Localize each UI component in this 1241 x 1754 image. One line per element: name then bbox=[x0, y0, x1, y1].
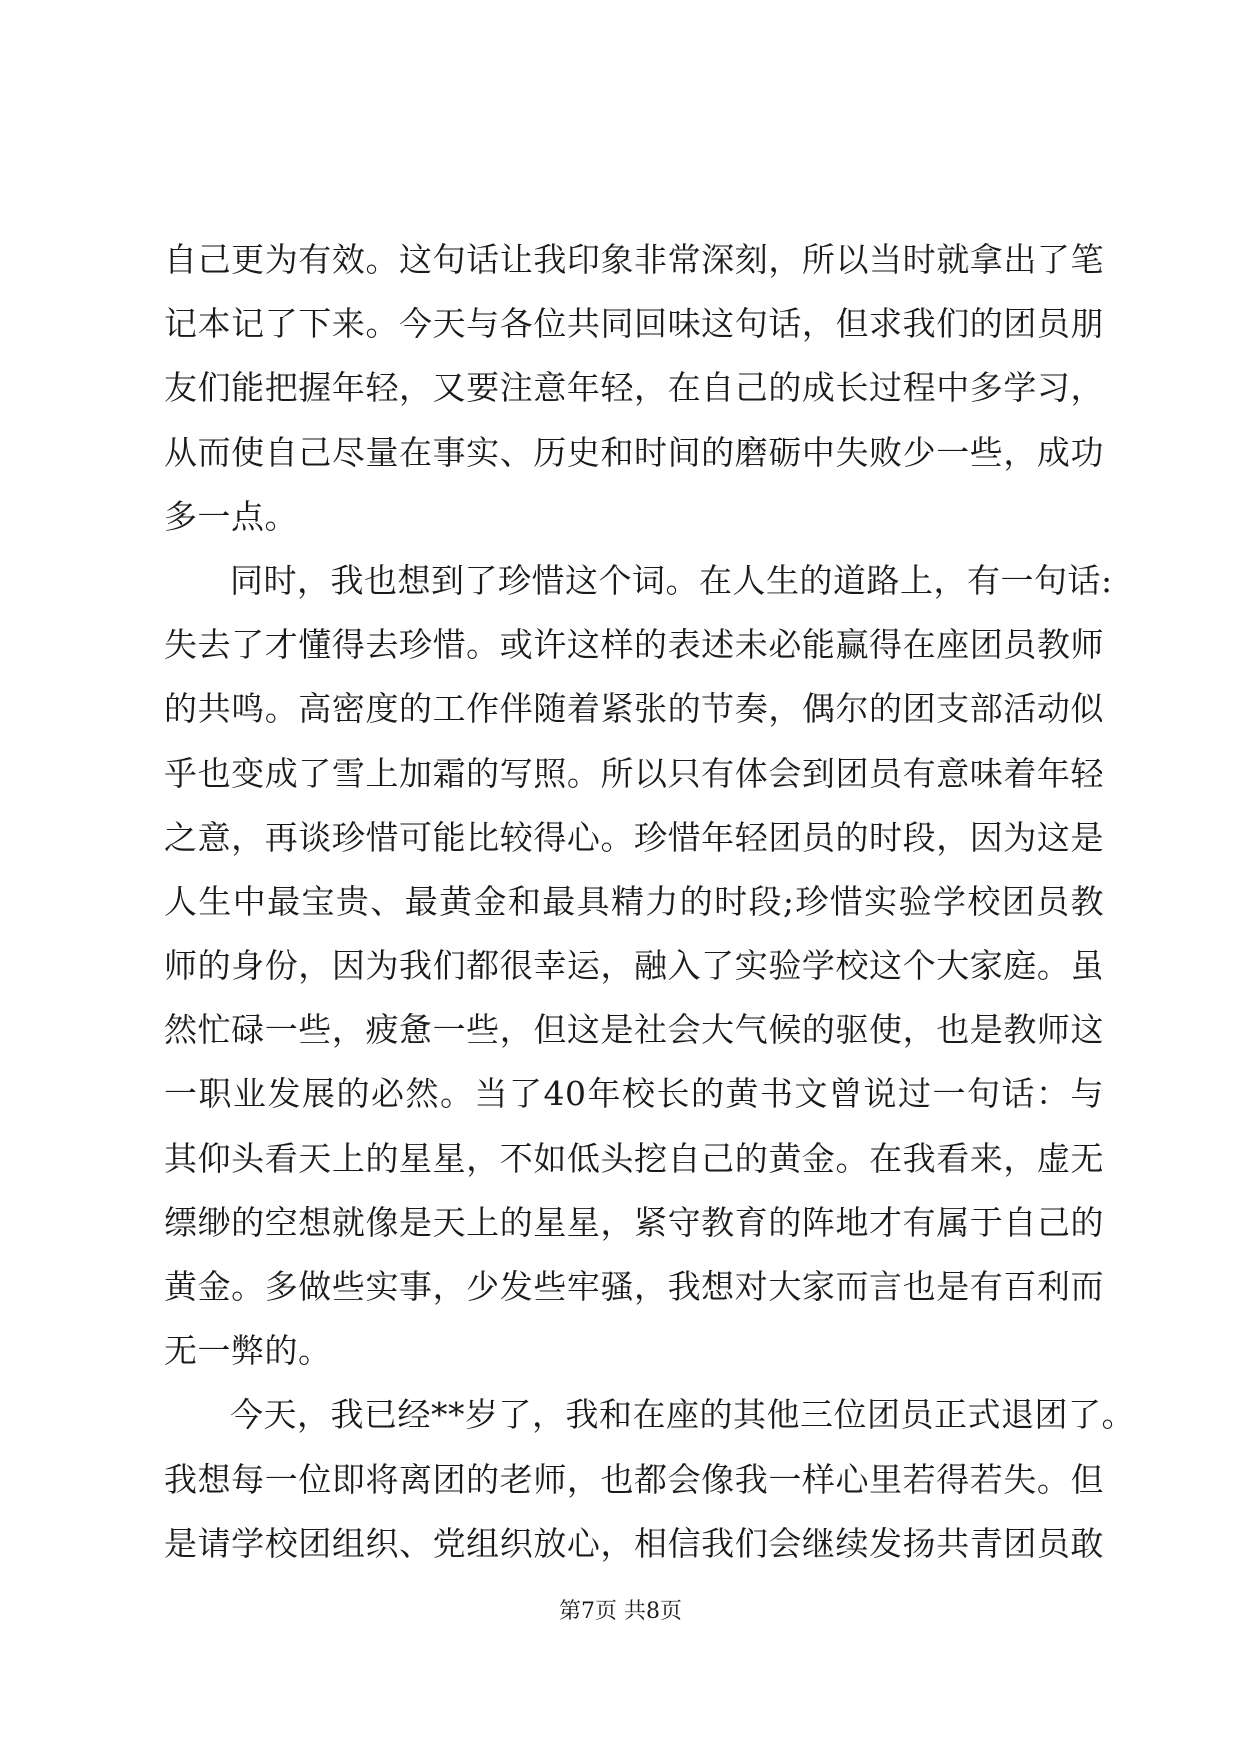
text-line: 一职业发展的必然。当了40年校长的黄书文曾说过一句话：与 bbox=[164, 1074, 1104, 1114]
text-line: 记本记了下来。今天与各位共同回味这句话，但求我们的团员朋 bbox=[164, 304, 1104, 344]
page-number-footer: 第7页 共8页 bbox=[559, 1599, 682, 1624]
text-line: 缥缈的空想就像是天上的星星，紧守教育的阵地才有属于自己的 bbox=[164, 1202, 1104, 1242]
text-line: 其仰头看天上的星星，不如低头挖自己的黄金。在我看来，虚无 bbox=[164, 1138, 1104, 1178]
text-line: 无一弊的。 bbox=[164, 1331, 332, 1371]
text-line: 的共鸣。高密度的工作伴随着紧张的节奏，偶尔的团支部活动似 bbox=[164, 689, 1104, 729]
document-body bbox=[164, 228, 1135, 1576]
text-line: 失去了才懂得去珍惜。或许这样的表述未必能赢得在座团员教师 bbox=[164, 625, 1104, 665]
text-line: 然忙碌一些，疲惫一些，但这是社会大气候的驱使，也是教师这 bbox=[164, 1010, 1104, 1050]
text-line: 从而使自己尽量在事实、历史和时间的磨砺中失败少一些，成功 bbox=[164, 432, 1104, 472]
text-line: 黄金。多做些实事，少发些牢骚，我想对大家而言也是有百利而 bbox=[164, 1267, 1104, 1306]
text-line: 友们能把握年轻，又要注意年轻，在自己的成长过程中多学习， bbox=[164, 368, 1104, 408]
text-line: 之意，再谈珍惜可能比较得心。珍惜年轻团员的时段，因为这是 bbox=[164, 817, 1104, 857]
text-line: 同时，我也想到了珍惜这个词。在人生的道路上，有一句话: bbox=[230, 560, 1113, 600]
text-line: 是请学校团组织、党组织放心，相信我们会继续发扬共青团员敢 bbox=[164, 1523, 1104, 1563]
text-line: 今天，我已经**岁了，我和在座的其他三位团员正式退团了。 bbox=[230, 1395, 1135, 1435]
text-line: 多一点。 bbox=[164, 496, 298, 536]
text-line: 人生中最宝贵、最黄金和最具精力的时段;珍惜实验学校团员教 bbox=[164, 881, 1104, 921]
text-line: 我想每一位即将离团的老师，也都会像我一样心里若得若失。但 bbox=[164, 1459, 1104, 1499]
text-line: 乎也变成了雪上加霜的写照。所以只有体会到团员有意味着年轻 bbox=[164, 753, 1104, 793]
text-line: 师的身份，因为我们都很幸运，融入了实验学校这个大家庭。虽 bbox=[164, 946, 1104, 986]
text-line: 自己更为有效。这句话让我印象非常深刻，所以当时就拿出了笔 bbox=[164, 240, 1104, 279]
